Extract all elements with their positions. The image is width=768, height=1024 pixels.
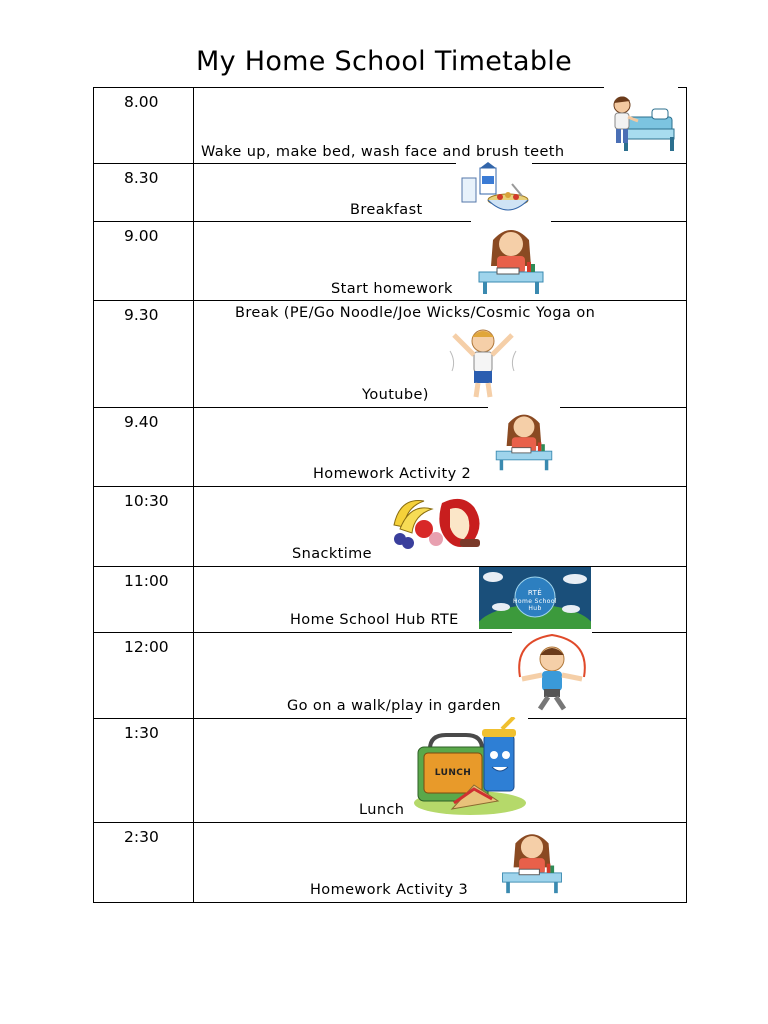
activity-cell xyxy=(194,301,687,408)
boy-making-bed-icon xyxy=(604,85,678,155)
activity-label-line1: Break (PE/Go Noodle/Joe Wicks/Cosmic Yoga on xyxy=(235,305,596,321)
breakfast-cereal-milk-icon xyxy=(456,162,532,220)
time-cell: 2:30 xyxy=(94,823,194,903)
activity-cell xyxy=(194,164,687,222)
activity-label: Wake up, make bed, wash face and brush teeth xyxy=(201,144,565,160)
time-cell: 1:30 xyxy=(94,719,194,823)
fruit-snack-icon xyxy=(390,495,486,551)
table-row xyxy=(94,567,687,633)
svg-text:Hub: Hub xyxy=(528,605,542,612)
table-row xyxy=(94,164,687,222)
svg-text:Home School: Home School xyxy=(513,598,557,605)
table-row xyxy=(94,88,687,164)
activity-label: Snacktime xyxy=(292,546,373,562)
time-cell: 9.00 xyxy=(94,222,194,301)
table-row xyxy=(94,408,687,487)
svg-text:RTÉ: RTÉ xyxy=(527,589,543,597)
activity-label-line2: Youtube) xyxy=(362,387,429,403)
lunchbox-and-drink-icon xyxy=(412,717,528,819)
girl-at-desk-icon xyxy=(471,220,551,296)
activity-label: Homework Activity 2 xyxy=(313,466,472,482)
time-cell: 12:00 xyxy=(94,633,194,719)
activity-label: Go on a walk/play in garden xyxy=(287,698,501,714)
activity-label: Start homework xyxy=(331,281,453,297)
table-row xyxy=(94,633,687,719)
time-cell: 9.30 xyxy=(94,301,194,408)
girl-at-desk-icon xyxy=(494,825,570,895)
activity-label: Home School Hub RTE xyxy=(290,612,459,628)
time-cell: 9.40 xyxy=(94,408,194,487)
table-row xyxy=(94,301,687,408)
activity-cell xyxy=(194,408,687,487)
activity-cell xyxy=(194,88,687,164)
time-cell: 8.30 xyxy=(94,164,194,222)
activity-cell xyxy=(194,823,687,903)
table-row xyxy=(94,719,687,823)
table-row xyxy=(94,222,687,301)
page-title: My Home School Timetable xyxy=(195,46,573,77)
timetable xyxy=(93,87,687,903)
activity-cell xyxy=(194,633,687,719)
table-row xyxy=(94,823,687,903)
activity-cell xyxy=(194,487,687,567)
activity-label: Lunch xyxy=(359,802,405,818)
time-cell: 10:30 xyxy=(94,487,194,567)
table-row xyxy=(94,487,687,567)
time-cell: 11:00 xyxy=(94,567,194,633)
activity-cell xyxy=(194,567,687,633)
activity-cell xyxy=(194,719,687,823)
boy-skipping-rope-icon xyxy=(512,631,592,715)
activity-label: Homework Activity 3 xyxy=(310,882,469,898)
boy-exercising-icon xyxy=(444,321,522,405)
svg-text:LUNCH: LUNCH xyxy=(434,768,472,778)
rte-home-school-hub-logo xyxy=(479,567,591,629)
girl-at-desk-icon xyxy=(488,406,560,472)
activity-cell xyxy=(194,222,687,301)
activity-label: Breakfast xyxy=(350,202,423,218)
time-cell: 8.00 xyxy=(94,88,194,164)
